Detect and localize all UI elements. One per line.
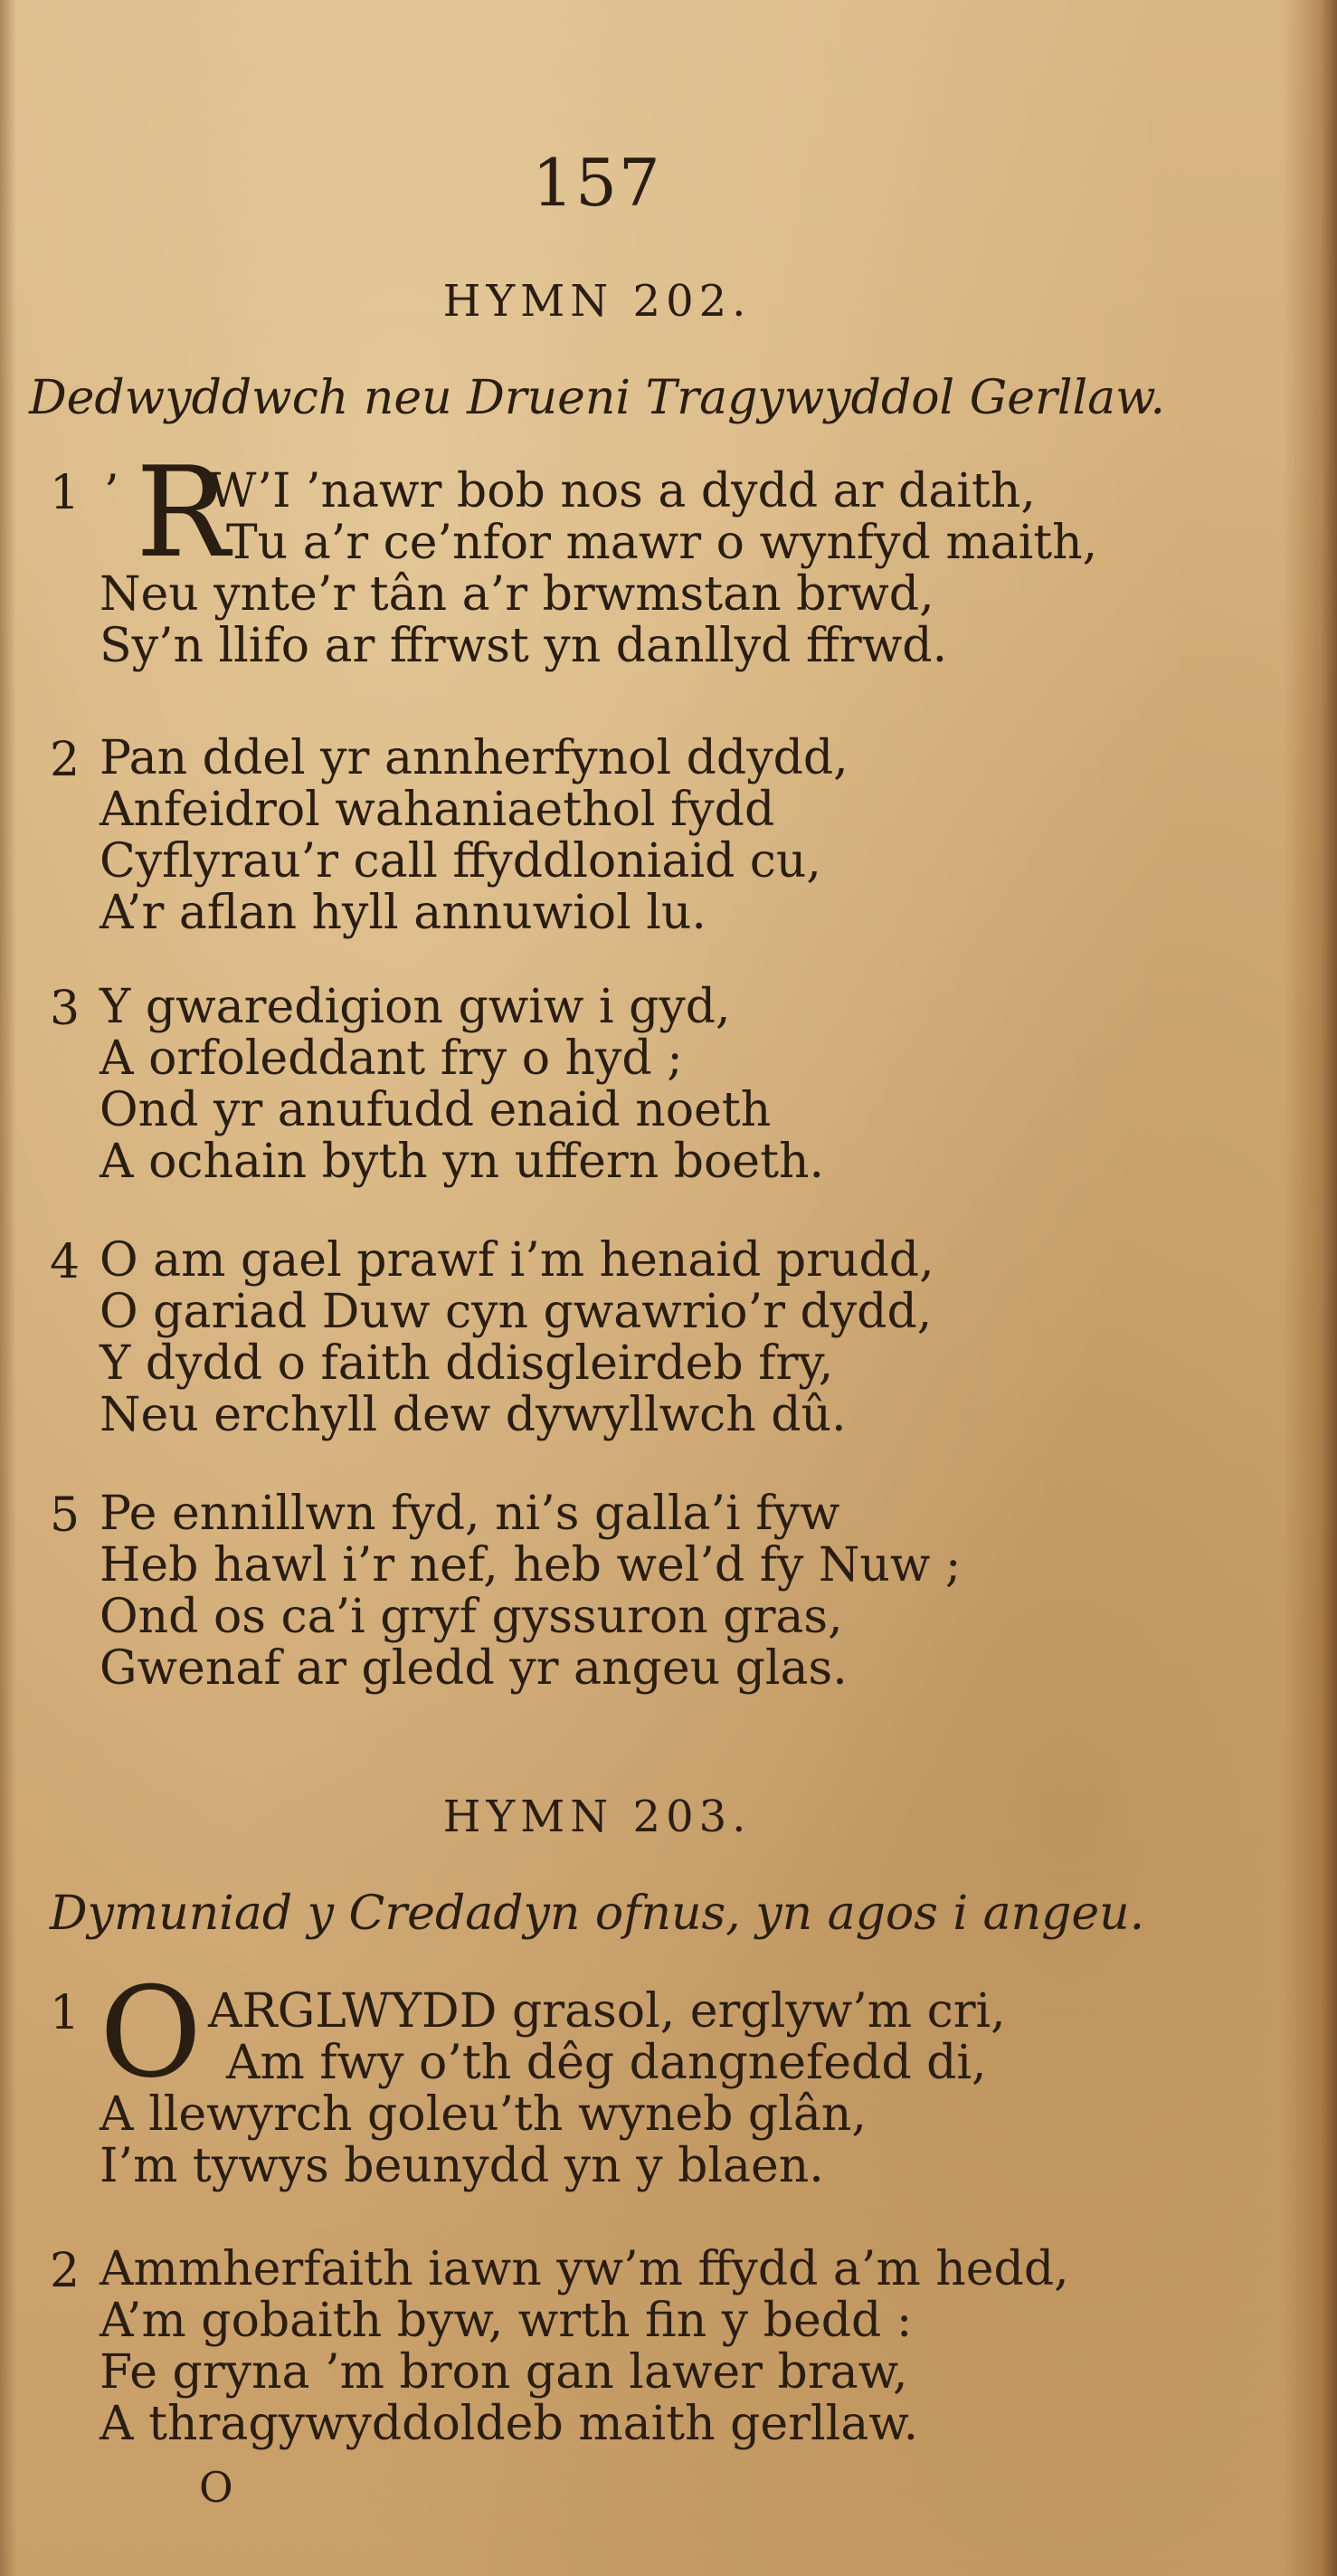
verse-line: Neu erchyll dew dywyllwch dû. xyxy=(100,1388,847,1442)
stanza-lines xyxy=(100,2244,1113,2450)
page-right-edge xyxy=(1283,0,1337,2576)
stanza-number: 5 xyxy=(50,1488,81,1543)
stanza-lines xyxy=(208,466,1221,569)
verse-line: Cyflyrau’r call ffyddloniaid cu, xyxy=(100,834,821,889)
hymn-subtitle: Dedwyddwch neu Drueni Tragywyddol Gerllaw. xyxy=(28,371,1166,425)
stanza-lines xyxy=(100,982,1113,1188)
stanza-number: 3 xyxy=(50,982,81,1036)
hymn-subtitle: Dymuniad y Credadyn ofnus, yn agos i angeu. xyxy=(49,1887,1145,1941)
verse-line: Sy’n llifo ar ffrwst yn danllyd ffrwd. xyxy=(100,619,948,673)
verse-line: Pe ennillwn fyd, ni’s galla’i fyw xyxy=(100,1487,840,1541)
verse-line: W’I ’nawr bob nos a dydd ar daith, xyxy=(208,464,1036,518)
verse-line: A’r aflan hyll annuwiol lu. xyxy=(100,886,706,940)
hymn-title: HYMN 202. xyxy=(442,276,752,327)
verse-line: A llewyrch goleu’th wyneb glân, xyxy=(100,2087,867,2142)
verse-line: Anfeidrol wahaniaethol fydd xyxy=(100,783,775,837)
verse-line: Ond os ca’i gryf gyssuron gras, xyxy=(100,1590,843,1644)
verse-line: A’m gobaith byw, wrth fin y bedd : xyxy=(100,2294,913,2348)
verse-line: I’m tywys beunydd yn y blaen. xyxy=(100,2139,824,2193)
drop-capital: R xyxy=(136,440,230,585)
verse-line: Fe gryna ’m bron gan lawer braw, xyxy=(100,2345,908,2400)
stanza-lines xyxy=(208,1986,1221,2089)
verse-line: Pan ddel yr annherfynol ddydd, xyxy=(100,731,849,785)
verse-line: Am fwy o’th dêg dangnefedd di, xyxy=(226,2036,987,2090)
stanza-number: 2 xyxy=(50,2244,81,2298)
verse-line: A thragywyddoldeb maith gerllaw. xyxy=(100,2397,919,2451)
drop-capital: O xyxy=(100,1960,203,2105)
stanza-lines xyxy=(100,1488,1113,1695)
hymn-title: HYMN 203. xyxy=(442,1792,752,1842)
verse-line: Gwenaf ar gledd yr angeu glas. xyxy=(100,1641,848,1696)
verse-line: A ochain byth yn uffern boeth. xyxy=(100,1135,824,1189)
verse-line: Neu ynte’r tân a’r brwmstan brwd, xyxy=(100,567,934,622)
page-number: 157 xyxy=(532,145,662,221)
stanza-lines xyxy=(100,569,1113,672)
opening-quote: ’ xyxy=(104,466,119,520)
catchword: O xyxy=(199,2463,233,2512)
verse-line: Ammherfaith iawn yw’m ffydd a’m hedd, xyxy=(100,2242,1069,2296)
verse-line: Ond yr anufudd enaid noeth xyxy=(100,1083,772,1137)
verse-line: Y dydd o faith ddisgleirdeb fry, xyxy=(100,1336,834,1391)
stanza-lines xyxy=(100,1235,1113,1441)
stanza-number: 4 xyxy=(50,1235,81,1289)
stanza-number: 1 xyxy=(50,466,81,520)
verse-line: Heb hawl i’r nef, heb wel’d fy Nuw ; xyxy=(100,1538,962,1592)
stanza-lines xyxy=(100,2089,1113,2192)
verse-line: O am gael prawf i’m henaid prudd, xyxy=(100,1233,934,1288)
stanza-number: 1 xyxy=(50,1986,81,2040)
verse-line: O gariad Duw cyn gwawrio’r dydd, xyxy=(100,1285,933,1339)
verse-line: Y gwaredigion gwiw i gyd, xyxy=(100,980,731,1034)
verse-line: A orfoleddant fry o hyd ; xyxy=(100,1031,683,1086)
verse-line: ARGLWYDD grasol, erglyw’m cri, xyxy=(208,1984,1006,2039)
stanza-number: 2 xyxy=(50,733,81,787)
verse-line: Tu a’r ce’nfor mawr o wynfyd maith, xyxy=(226,516,1098,570)
stanza-lines xyxy=(100,733,1113,939)
